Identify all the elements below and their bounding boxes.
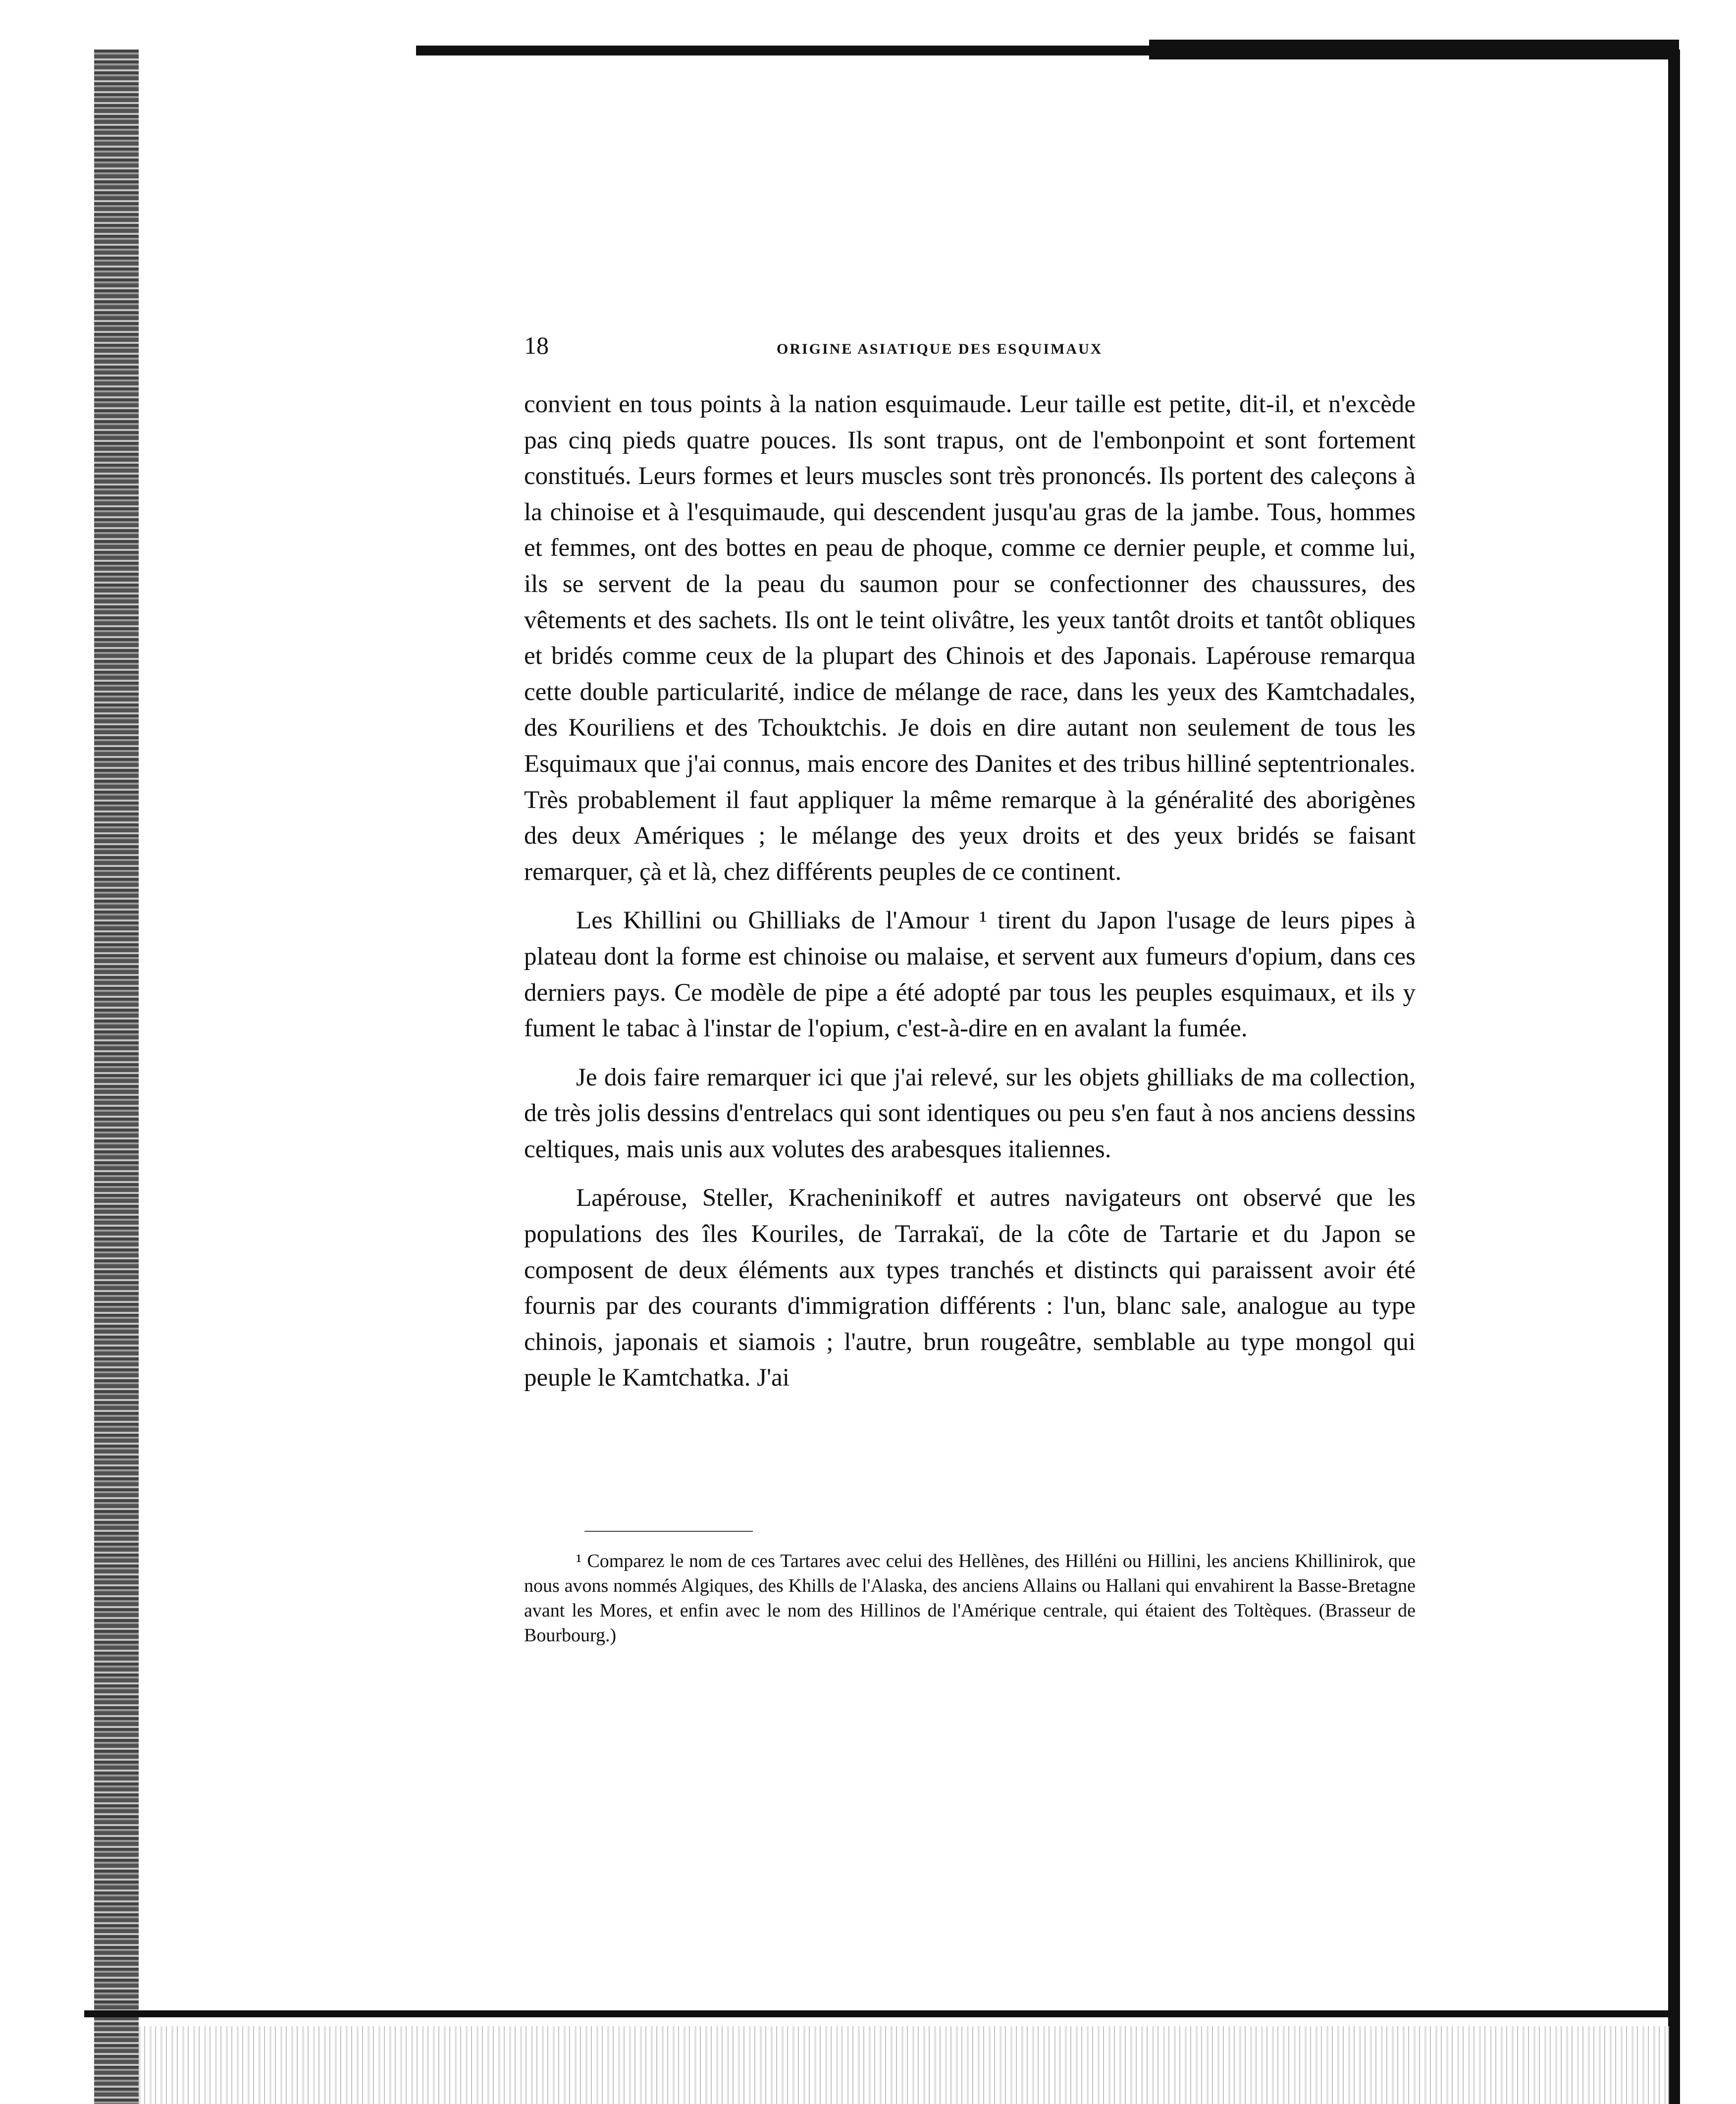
- paragraph-4: Lapérouse, Steller, Kracheninikoff et autres navigateurs ont observé que les populations des îles Kouriles, de Tarrakaï, de la côte de Tartarie et du Japon se composent de deux éléments aux types tranchés et distincts qui paraissent avoir été fournis par des courants d'immigration différents : l'un, blanc sale, analogue au type chinois, japonais et siamois ; l'autre, brun rougeâtre, semblable au type mongol qui peuple le Kamtchatka. J'ai: [524, 1184, 1416, 1392]
- paragraph-2: Les Khillini ou Ghilliaks de l'Amour ¹ tirent du Japon l'usage de leurs pipes à plateau dont la forme est chinoise ou malaise, et servent aux fumeurs d'opium, dans ces derniers pays. Ce modèle de pipe a été adopté par tous les peuples esquimaux, et ils y fument le tabac à l'instar de l'opium, c'est-à-dire en en avalant la fumée.: [524, 907, 1416, 1043]
- page-number: 18: [524, 331, 549, 359]
- scan-bottom-noise: [139, 2026, 1669, 2104]
- running-head: ORIGINE ASIATIQUE DES ESQUIMAUX: [777, 341, 1103, 357]
- paragraph-1: convient en tous points à la nation esquimaude. Leur taille est petite, dit-il, et n'excède pas cinq pieds quatre pouces. Ils sont trapus, ont de l'embonpoint et sont fortement constitués. Leurs formes et leurs muscles sont très prononcés. Ils portent des caleçons à la chinoise et à l'esquimaude, qui descendent jusqu'au gras de la jambe. Tous, hommes et femmes, ont des bottes en peau de phoque, comme ce dernier peuple, et comme lui, ils se servent de la peau du saumon pour se confectionner des chaussures, des vêtements et des sachets. Ils ont le teint olivâtre, les yeux tantôt droits et tantôt obliques et bridés comme ceux de la plupart des Chinois et des Japonais. Lapérouse remarqua cette double particularité, indice de mélange de race, dans les yeux des Kamtchadales, des Kouriliens et des Tchouktchis. Je dois en dire autant non seulement de tous les Esquimaux que j'ai connus, mais encore des Danites et des tribus hilliné septentrionales. Très probablement il faut appliquer la même remarque à la généralité des aborigènes des deux Amériques ; le mélange des yeux droits et des yeux bridés se faisant remarquer, çà et là, chez différents peuples de ce continent.: [524, 390, 1416, 886]
- scan-right-border: [1668, 50, 1680, 2104]
- footnote-separator: [584, 1531, 753, 1532]
- footnote: ¹ Comparez le nom de ces Tartares avec celui des Hellènes, des Hilléni ou Hillini, les anciens Khillinirok, que nous avons nommés Algiques, des Khills de l'Alaska, des anciens Allains ou Hallani qui envahirent la Basse-Bretagne avant les Mores, et enfin avec le nom des Hillinos de l'Amérique centrale, qui étaient des Toltèques. (Brasseur de Bourbourg.): [524, 1551, 1416, 1646]
- body-text: [524, 386, 1416, 1396]
- paragraph-3: Je dois faire remarquer ici que j'ai relevé, sur les objets ghilliaks de ma collection, de très jolis dessins d'entrelacs qui sont identiques ou peu s'en faut à nos anciens dessins celtiques, mais unis aux volutes des arabesques italiennes.: [524, 1063, 1416, 1163]
- page-header: [524, 331, 1163, 361]
- scan-bottom-border: [84, 2010, 1679, 2017]
- scan-left-edge: [94, 50, 139, 2104]
- scan-top-border-thick: [1149, 40, 1679, 59]
